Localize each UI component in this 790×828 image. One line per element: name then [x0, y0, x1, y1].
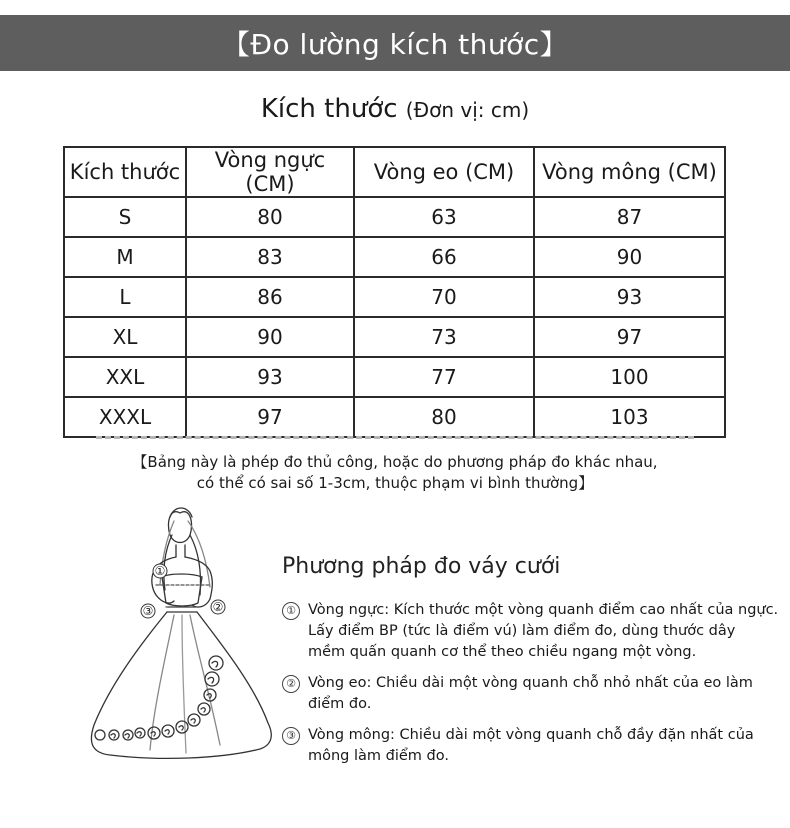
table-cell: 80 [354, 397, 534, 437]
table-header-row [64, 147, 725, 197]
table-cell: 63 [354, 197, 534, 237]
dashed-divider [96, 436, 694, 439]
table-cell: 87 [534, 197, 725, 237]
marker-2: ② [212, 600, 224, 614]
method-item-hip [282, 725, 787, 767]
table-cell: 97 [186, 397, 354, 437]
column-header: Vòng mông (CM) [534, 147, 725, 197]
table-cell: 77 [354, 357, 534, 397]
column-header: Vòng eo (CM) [354, 147, 534, 197]
method-text: Vòng ngực: Kích thước một vòng quanh điểm cao nhất của ngực. [308, 602, 779, 618]
table-row [64, 317, 725, 357]
column-header: Kích thước [64, 147, 186, 197]
method-text: Vòng eo: Chiều dài một vòng quanh chỗ nhỏ nhất của eo làm điểm đo. [308, 675, 753, 712]
note-line: có thể có sai số 1-3cm, thuộc phạm vi bình thường】 [196, 474, 594, 492]
method-text: Vòng mông: Chiều dài một vòng quanh chỗ đầy đặn nhất của [308, 727, 754, 743]
method-item-waist [282, 673, 787, 715]
method-text: Lấy điểm BP (tức là điểm vú) làm điểm đo, dùng thước dây [308, 623, 736, 639]
size-table [63, 146, 726, 438]
method-item-bust [282, 600, 787, 663]
table-cell: 73 [354, 317, 534, 357]
table-cell: 103 [534, 397, 725, 437]
banner-title: 【Đo lường kích thước】 [221, 28, 569, 61]
method-list [282, 600, 787, 777]
marker-3: ③ [142, 604, 154, 618]
method-text: mông làm điểm đo. [308, 748, 449, 764]
number-badge: ③ [282, 727, 300, 745]
table-row [64, 397, 725, 437]
table-cell: XL [64, 317, 186, 357]
table-row [64, 237, 725, 277]
table-cell: 83 [186, 237, 354, 277]
method-text: mềm quấn quanh cơ thể theo chiều ngang một vòng. [308, 644, 697, 660]
table-cell: 66 [354, 237, 534, 277]
table-row [64, 197, 725, 237]
table-cell: 93 [534, 277, 725, 317]
marker-1: ① [154, 564, 166, 578]
table-cell: XXL [64, 357, 186, 397]
size-heading-unit: (Đơn vị: cm) [405, 98, 530, 122]
table-row [64, 357, 725, 397]
number-badge: ② [282, 675, 300, 693]
table-cell: 90 [186, 317, 354, 357]
table-cell: 93 [186, 357, 354, 397]
table-cell: 80 [186, 197, 354, 237]
table-cell: 100 [534, 357, 725, 397]
size-heading [0, 94, 790, 124]
wedding-dress-illustration [70, 495, 280, 795]
table-cell: 97 [534, 317, 725, 357]
table-cell: L [64, 277, 186, 317]
note-line: 【Bảng này là phép đo thủ công, hoặc do phương pháp đo khác nhau, [132, 453, 658, 471]
method-title: Phương pháp đo váy cưới [282, 554, 561, 579]
column-header: Vòng ngực (CM) [186, 147, 354, 197]
table-cell: S [64, 197, 186, 237]
table-cell: 70 [354, 277, 534, 317]
measurement-note [0, 452, 790, 494]
table-cell: 90 [534, 237, 725, 277]
number-badge: ① [282, 602, 300, 620]
table-cell: M [64, 237, 186, 277]
header-banner [0, 15, 790, 71]
table-cell: XXXL [64, 397, 186, 437]
size-heading-main: Kích thước [260, 94, 398, 124]
table-row [64, 277, 725, 317]
table-cell: 86 [186, 277, 354, 317]
